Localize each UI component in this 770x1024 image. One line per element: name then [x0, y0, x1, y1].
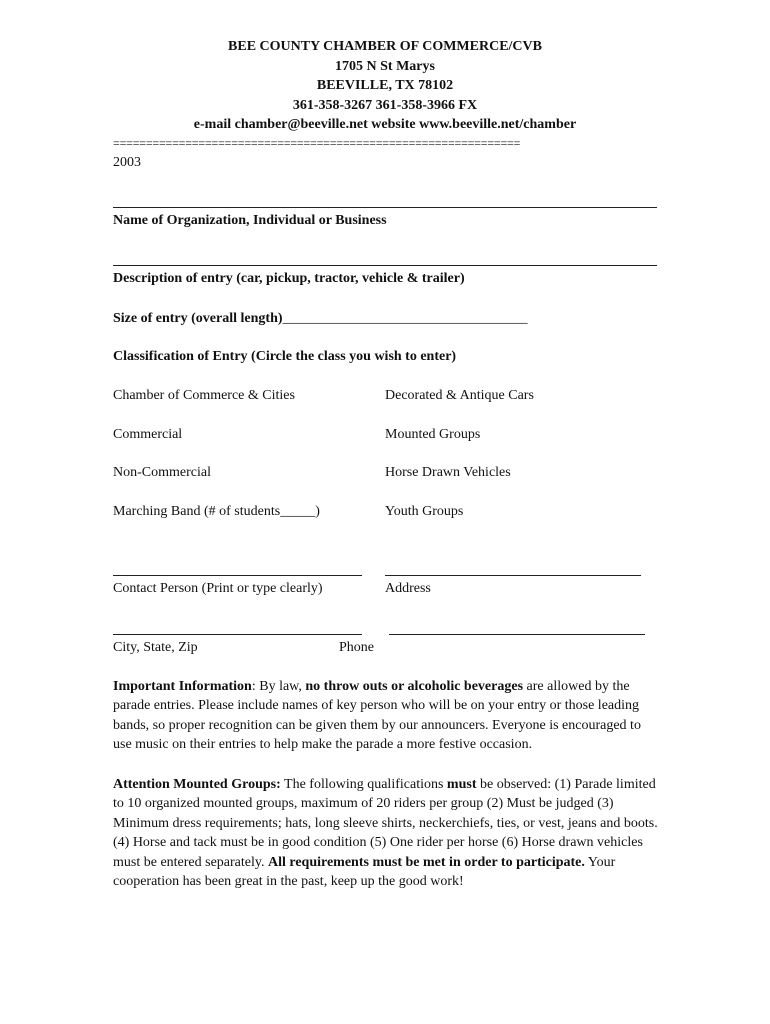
- class-commercial[interactable]: Commercial: [113, 427, 183, 442]
- phone-numbers: 361-358-3267 361-358-3966 FX: [292, 98, 478, 113]
- org-name-underline[interactable]: [113, 207, 657, 208]
- important-info-paragraph: [113, 677, 658, 755]
- phone-label: Phone: [339, 640, 374, 655]
- mounted-groups-paragraph: [113, 775, 658, 891]
- important-info-heading: Important Information: [113, 679, 252, 694]
- contact-person-underline[interactable]: [113, 575, 362, 576]
- mounted-closing: Your cooperation has been great in the past, keep up the good work!: [113, 854, 616, 890]
- mounted-requirements: be observed: (1) Parade limited to 10 organized mounted groups, maximum of 20 riders per group (2) Must be judged (3) Minimum dress requirements; hats, long sleeve shirts, neckerchiefs, ties, or vest, jeans and boots. (4) Horse and tack must be in good condition (5) One rider per horse (6) Horse drawn vehicles must be entered separately.: [113, 777, 658, 870]
- class-mounted-groups[interactable]: Mounted Groups: [385, 427, 481, 442]
- separator-line: ==============================================================: [113, 136, 521, 150]
- address-label: Address: [385, 581, 431, 596]
- street-address: 1705 N St Marys: [335, 59, 435, 74]
- mounted-groups-heading: Attention Mounted Groups:: [113, 777, 281, 792]
- classification-label: Classification of Entry (Circle the class you wish to enter): [113, 349, 457, 364]
- all-requirements-emphasis: All requirements must be met in order to participate.: [267, 854, 585, 870]
- class-non-commercial[interactable]: Non-Commercial: [113, 465, 211, 480]
- size-blank-field[interactable]: ___________________________________: [282, 311, 528, 326]
- form-year: 2003: [113, 155, 141, 170]
- mounted-intro: The following qualifications: [280, 777, 447, 792]
- phone-underline[interactable]: [389, 634, 645, 635]
- class-chamber-cities[interactable]: Chamber of Commerce & Cities: [113, 388, 295, 403]
- class-decorated-antique[interactable]: Decorated & Antique Cars: [385, 388, 534, 403]
- must-emphasis: must: [446, 777, 477, 792]
- email-website: e-mail chamber@beeville.net website www.beeville.net/chamber: [193, 117, 577, 132]
- size-label: [113, 310, 528, 328]
- important-colon: : By law,: [251, 679, 306, 694]
- org-name-label: Name of Organization, Individual or Business: [113, 213, 387, 228]
- description-underline[interactable]: [113, 265, 657, 266]
- city-state-zip-underline[interactable]: [113, 634, 362, 635]
- no-throw-outs-phrase: no throw outs or alcoholic beverages: [305, 679, 524, 694]
- contact-person-label: Contact Person (Print or type clearly): [113, 581, 323, 596]
- size-label-text: Size of entry (overall length): [113, 311, 283, 326]
- important-body: are allowed by the parade entries. Please include names of key person who will be on your entry or those leading bands, so proper recognition can be given them by our announcers. Everyone is encouraged to use music on their entries to help make the parade a more festive occasion.: [113, 679, 641, 753]
- class-horse-drawn[interactable]: Horse Drawn Vehicles: [385, 465, 511, 480]
- address-underline[interactable]: [385, 575, 641, 576]
- city-address: BEEVILLE, TX 78102: [316, 78, 454, 93]
- org-name-heading: BEE COUNTY CHAMBER OF COMMERCE/CVB: [228, 39, 542, 54]
- class-youth-groups[interactable]: Youth Groups: [385, 504, 464, 519]
- city-state-zip-label: City, State, Zip: [113, 640, 198, 655]
- class-marching-band[interactable]: Marching Band (# of students_____): [113, 504, 320, 519]
- description-label: Description of entry (car, pickup, tractor, vehicle & trailer): [113, 271, 465, 286]
